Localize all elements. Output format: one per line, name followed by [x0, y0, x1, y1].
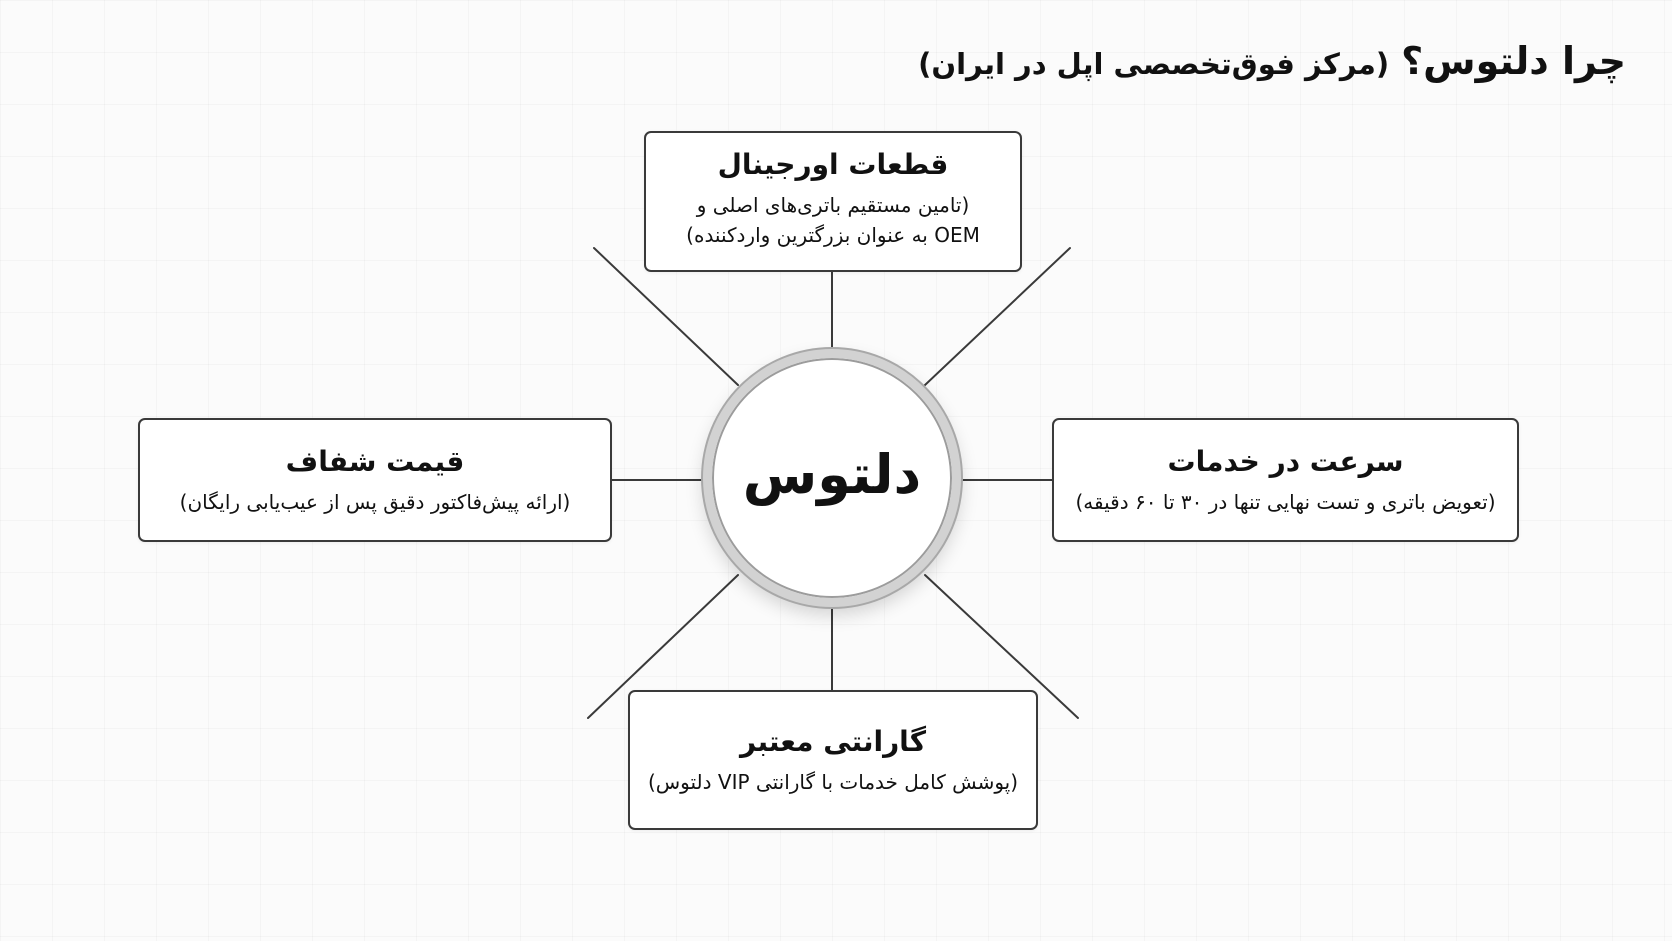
card-original-parts: [644, 131, 1022, 272]
card-description: (پوشش کامل خدمات با گارانتی VIP دلتوس): [647, 769, 1019, 794]
card-description-line: (تامین مستقیم باتری‌های اصلی و: [696, 193, 970, 217]
page-subtitle: (مرکز فوق‌تخصصی اپل در ایران): [918, 47, 1390, 81]
card-title: گارانتی معتبر: [740, 724, 926, 758]
card-description-line: OEM به عنوان بزرگترین واردکننده): [686, 223, 980, 247]
card-title: سرعت در خدمات: [1167, 444, 1404, 478]
card-description: [686, 190, 980, 250]
card-title: قطعات اورجینال: [717, 148, 949, 181]
card-warranty: [628, 690, 1038, 830]
card-title: قیمت شفاف: [285, 444, 465, 478]
center-hub: [703, 349, 961, 607]
page-title-main: چرا دلتوس؟: [1401, 39, 1626, 83]
card-service-speed: [1052, 418, 1519, 542]
card-description: (ارائه پیش‌فاکتور دقیق پس از عیب‌یابی رایگان): [179, 489, 571, 514]
hub-label: دلتوس: [742, 443, 922, 506]
card-description: (تعویض باتری و تست نهایی تنها در ۳۰ تا ۶۰ دقیقه): [1075, 489, 1496, 514]
card-transparent-price: [138, 418, 612, 542]
